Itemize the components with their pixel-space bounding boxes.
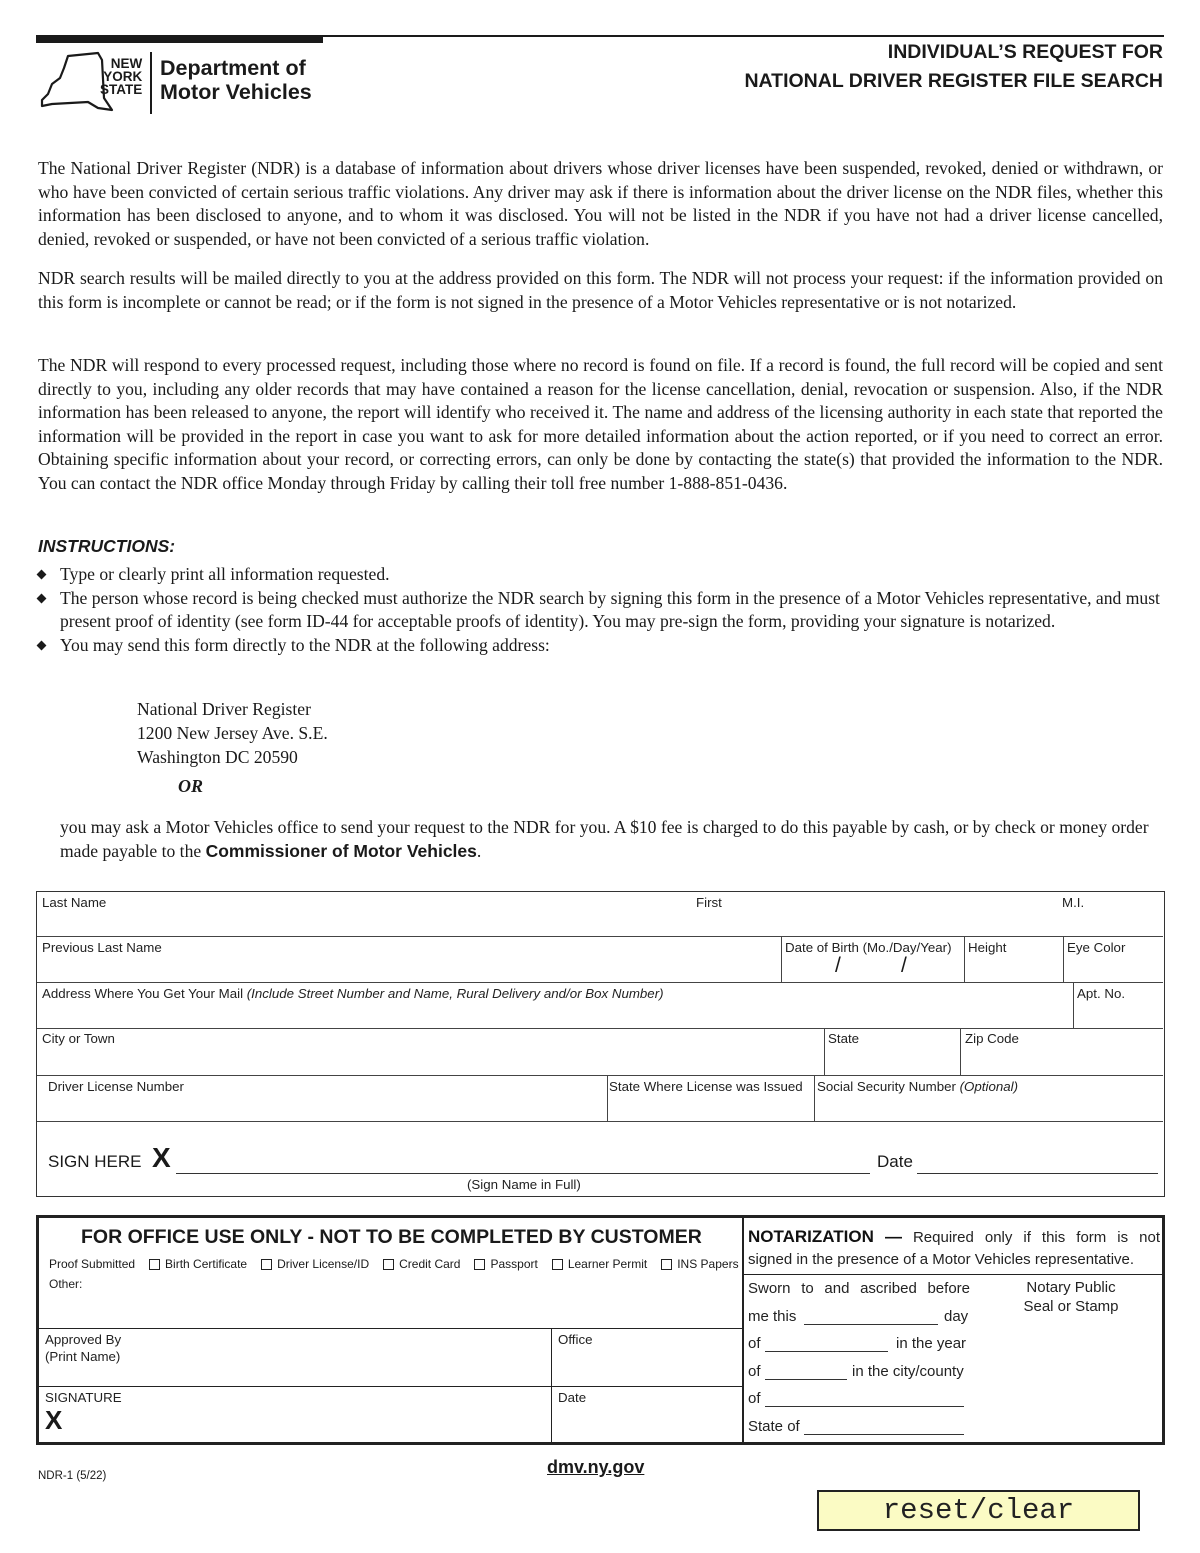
title-line: INDIVIDUAL’S REQUEST FOR	[887, 41, 1163, 63]
ndr-address	[137, 697, 328, 769]
ssn-label	[817, 1079, 1018, 1094]
column-divider	[1063, 936, 1064, 982]
column-divider	[960, 1028, 961, 1075]
list-item	[38, 563, 1163, 587]
title-line: NATIONAL DRIVER REGISTER FILE SEARCH	[744, 70, 1163, 92]
checkbox-icon	[149, 1259, 160, 1270]
fee-text: you may ask a Motor Vehicles office to send your request to the NDR for you. A $10 fee is charged to do this payable by cash, or by check or money order made payable to the	[60, 817, 1149, 861]
checkbox-driver-license[interactable]	[261, 1257, 369, 1271]
sign-name-note: (Sign Name in Full)	[467, 1177, 581, 1192]
row-divider	[37, 1075, 1163, 1076]
state-line[interactable]	[804, 1434, 964, 1435]
checkbox-label: Learner Permit	[567, 1257, 648, 1271]
header-rule-thin	[323, 35, 1164, 37]
dmv-website-link[interactable]: dmv.ny.gov	[547, 1457, 645, 1477]
day-label: day	[944, 1308, 969, 1325]
seal-line: Seal or Stamp	[1023, 1298, 1119, 1315]
intro-paragraph: The National Driver Register (NDR) is a database of information about drivers whose driver licenses have been suspended, revoked, denied or withdrawn, or who have been convicted of certain serious traffic violations. Any driver may ask if there is information about the driver license on the NDR files, whether this information has been disclosed to anyone, and to whom it was disclosed. You will not be listed in the NDR if you have not had a driver license cancelled, denied, revoked or suspended, or have not been convicted of a serious traffic violation.	[38, 158, 1163, 249]
form-code: NDR-1 (5/22)	[38, 1470, 107, 1482]
state-of-label: State of	[748, 1418, 800, 1435]
bullet-icon	[37, 570, 47, 580]
date-of-birth-label: Date of Birth (Mo./Day/Year)	[785, 940, 952, 955]
dmv-logo	[38, 48, 338, 118]
notarization-heading: NOTARIZATION	[748, 1227, 874, 1246]
office-date-label: Date	[558, 1390, 587, 1405]
address-line: 1200 New Jersey Ave. S.E.	[137, 723, 328, 743]
checkbox-icon	[383, 1259, 394, 1270]
row-divider	[39, 1386, 742, 1387]
list-item-text: Type or clearly print all information requested.	[60, 564, 390, 584]
proof-submitted-label: Proof Submitted	[49, 1257, 136, 1271]
address-line: National Driver Register	[137, 699, 311, 719]
notarization-note	[748, 1227, 1160, 1247]
column-divider	[824, 1028, 825, 1075]
checkbox-label: Passport	[490, 1257, 538, 1271]
checkbox-credit-card[interactable]	[383, 1257, 460, 1271]
year-line[interactable]	[765, 1379, 847, 1380]
day-line[interactable]	[804, 1324, 938, 1325]
column-divider	[781, 936, 782, 982]
bullet-icon	[37, 640, 47, 650]
checkbox-birth-certificate[interactable]	[149, 1257, 247, 1271]
row-divider	[37, 982, 1163, 983]
print-name-label: (Print Name)	[45, 1349, 121, 1364]
city-county-line[interactable]	[765, 1406, 964, 1407]
new-york-state-text	[100, 57, 142, 96]
bullet-icon	[37, 593, 47, 603]
in-city-county-label: in the city/county	[852, 1363, 964, 1380]
list-item-text: You may send this form directly to the NDR at the following address:	[60, 634, 550, 655]
checkbox-learner-permit[interactable]	[552, 1257, 647, 1271]
row-divider	[744, 1274, 1165, 1275]
dept-line: Motor Vehicles	[160, 80, 312, 104]
address-line: Washington DC 20590	[137, 747, 298, 767]
state-label: State	[828, 1031, 860, 1046]
office-use-section	[36, 1215, 1165, 1445]
row-divider	[37, 1028, 1163, 1029]
fee-paragraph	[60, 815, 1160, 863]
middle-initial-label: M.I.	[1062, 895, 1085, 910]
city-label: City or Town	[42, 1031, 115, 1046]
checkbox-label: Driver License/ID	[277, 1257, 370, 1271]
row-divider	[37, 1121, 1163, 1122]
column-divider	[964, 936, 965, 982]
notarization-note-text: Required only if this form is not	[912, 1229, 1161, 1246]
department-name	[160, 56, 312, 104]
of-label: of	[748, 1390, 761, 1407]
checkbox-passport[interactable]	[474, 1257, 537, 1271]
previous-last-name-label: Previous Last Name	[42, 940, 162, 955]
notarization-note-line2: signed in the presence of a Motor Vehicles representative.	[748, 1251, 1135, 1268]
header-rule-thick	[36, 35, 323, 43]
list-item	[38, 634, 1163, 658]
fee-end: .	[476, 841, 482, 861]
proof-submitted-row	[49, 1257, 739, 1271]
eye-color-label: Eye Color	[1067, 940, 1126, 955]
row-divider	[39, 1328, 742, 1329]
column-divider	[607, 1075, 608, 1121]
applicant-form	[36, 891, 1165, 1197]
mailing-address-label	[42, 986, 664, 1001]
office-label: Office	[558, 1332, 593, 1347]
instructions-heading: INSTRUCTIONS:	[38, 536, 176, 556]
ssn-label-note: (Optional)	[959, 1079, 1019, 1094]
me-this-label: me this	[748, 1308, 797, 1325]
checkbox-ins-papers[interactable]	[661, 1257, 738, 1271]
response-paragraph: The NDR will respond to every processed request, including those where no record is found on file. If a record is found, the full record will be copied and sent directly to you, including any older records that may have contained a reason for the license cancellation, denial, revocation or suspension. Also, if the NDR information has been released to anyone, the report will identify who received it. The name and address of the licensing authority in each state that reported the information will be provided in the report in case you want to ask for more detailed information about the action reported, or if you need to correct an error. Obtaining specific information about your record, or correcting errors, can only be done by contacting the state(s) that provided the information to the NDR. You can contact the NDR office Monday through Friday by calling their toll free number 1-888-851-0436.	[38, 355, 1163, 493]
first-name-label: First	[696, 895, 722, 910]
license-state-label: State Where License was Issued	[609, 1079, 803, 1094]
month-line[interactable]	[765, 1351, 888, 1352]
checkbox-icon	[261, 1259, 272, 1270]
section-divider	[742, 1218, 744, 1445]
address-label-text: Address Where You Get Your Mail	[42, 986, 247, 1001]
column-divider	[814, 1075, 815, 1121]
payee-name: Commissioner of Motor Vehicles	[205, 841, 477, 861]
row-divider	[37, 936, 1163, 937]
apartment-number-label: Apt. No.	[1077, 986, 1126, 1001]
nys-line: NEW	[110, 56, 143, 71]
form-title	[744, 38, 1163, 96]
dept-line: Department of	[160, 56, 306, 80]
seal-line: Notary Public	[1026, 1279, 1116, 1296]
office-use-heading: FOR OFFICE USE ONLY - NOT TO BE COMPLETED BY CUSTOMER	[81, 1226, 702, 1248]
approved-by-label: Approved By	[45, 1332, 122, 1347]
checkbox-label: Credit Card	[399, 1257, 461, 1271]
in-the-year-label: in the year	[896, 1335, 967, 1352]
list-item	[38, 587, 1163, 634]
checkbox-icon	[552, 1259, 563, 1270]
instructions-list	[38, 563, 1163, 657]
reset-clear-button[interactable]: reset/clear	[817, 1490, 1140, 1531]
signature-label: SIGNATURE	[45, 1390, 122, 1405]
or-text: OR	[178, 776, 204, 796]
date-line[interactable]	[917, 1173, 1158, 1174]
zip-code-label: Zip Code	[965, 1031, 1019, 1046]
driver-license-number-label: Driver License Number	[48, 1079, 184, 1094]
checkbox-icon	[474, 1259, 485, 1270]
column-divider	[1073, 982, 1074, 1028]
checkbox-label: INS Papers	[677, 1257, 739, 1271]
list-item-text: The person whose record is being checked must authorize the NDR search by signing this form in the presence of a Motor Vehicles representative, and must present proof of identity (see form ID-44 for acceptable proofs of identity). You may pre-sign the form, providing your signature is notarized.	[60, 587, 1160, 631]
signature-x-mark: X	[152, 1142, 171, 1173]
nys-line: YORK	[103, 69, 143, 84]
date-label: Date	[877, 1152, 913, 1171]
office-signature-x-mark: X	[45, 1405, 63, 1435]
height-label: Height	[968, 940, 1007, 955]
notary-seal-area	[1021, 1278, 1121, 1316]
signature-line[interactable]	[176, 1173, 870, 1174]
logo-divider	[150, 52, 152, 114]
of-label: of	[748, 1363, 761, 1380]
ssn-label-text: Social Security Number	[817, 1079, 960, 1094]
checkbox-icon	[661, 1259, 672, 1270]
notarization-dash: —	[884, 1227, 902, 1246]
other-proof-label: Other:	[49, 1277, 83, 1291]
address-label-note: (Include Street Number and Name, Rural Delivery and/or Box Number)	[246, 986, 664, 1001]
last-name-label: Last Name	[42, 895, 107, 910]
checkbox-label: Birth Certificate	[165, 1257, 248, 1271]
of-label: of	[748, 1335, 761, 1352]
results-paragraph: NDR search results will be mailed directly to you at the address provided on this form. The NDR will not process your request: if the information provided on this form is incomplete or cannot be read; or if the form is not signed in the presence of a Motor Vehicles representative or is not notarized.	[38, 268, 1163, 312]
sign-here-label: SIGN HERE	[48, 1152, 142, 1171]
dob-separator: /	[835, 954, 841, 977]
dob-separator: /	[901, 954, 907, 977]
nys-line: STATE	[100, 82, 143, 97]
sworn-text: Sworn to and ascribed before	[748, 1280, 970, 1297]
